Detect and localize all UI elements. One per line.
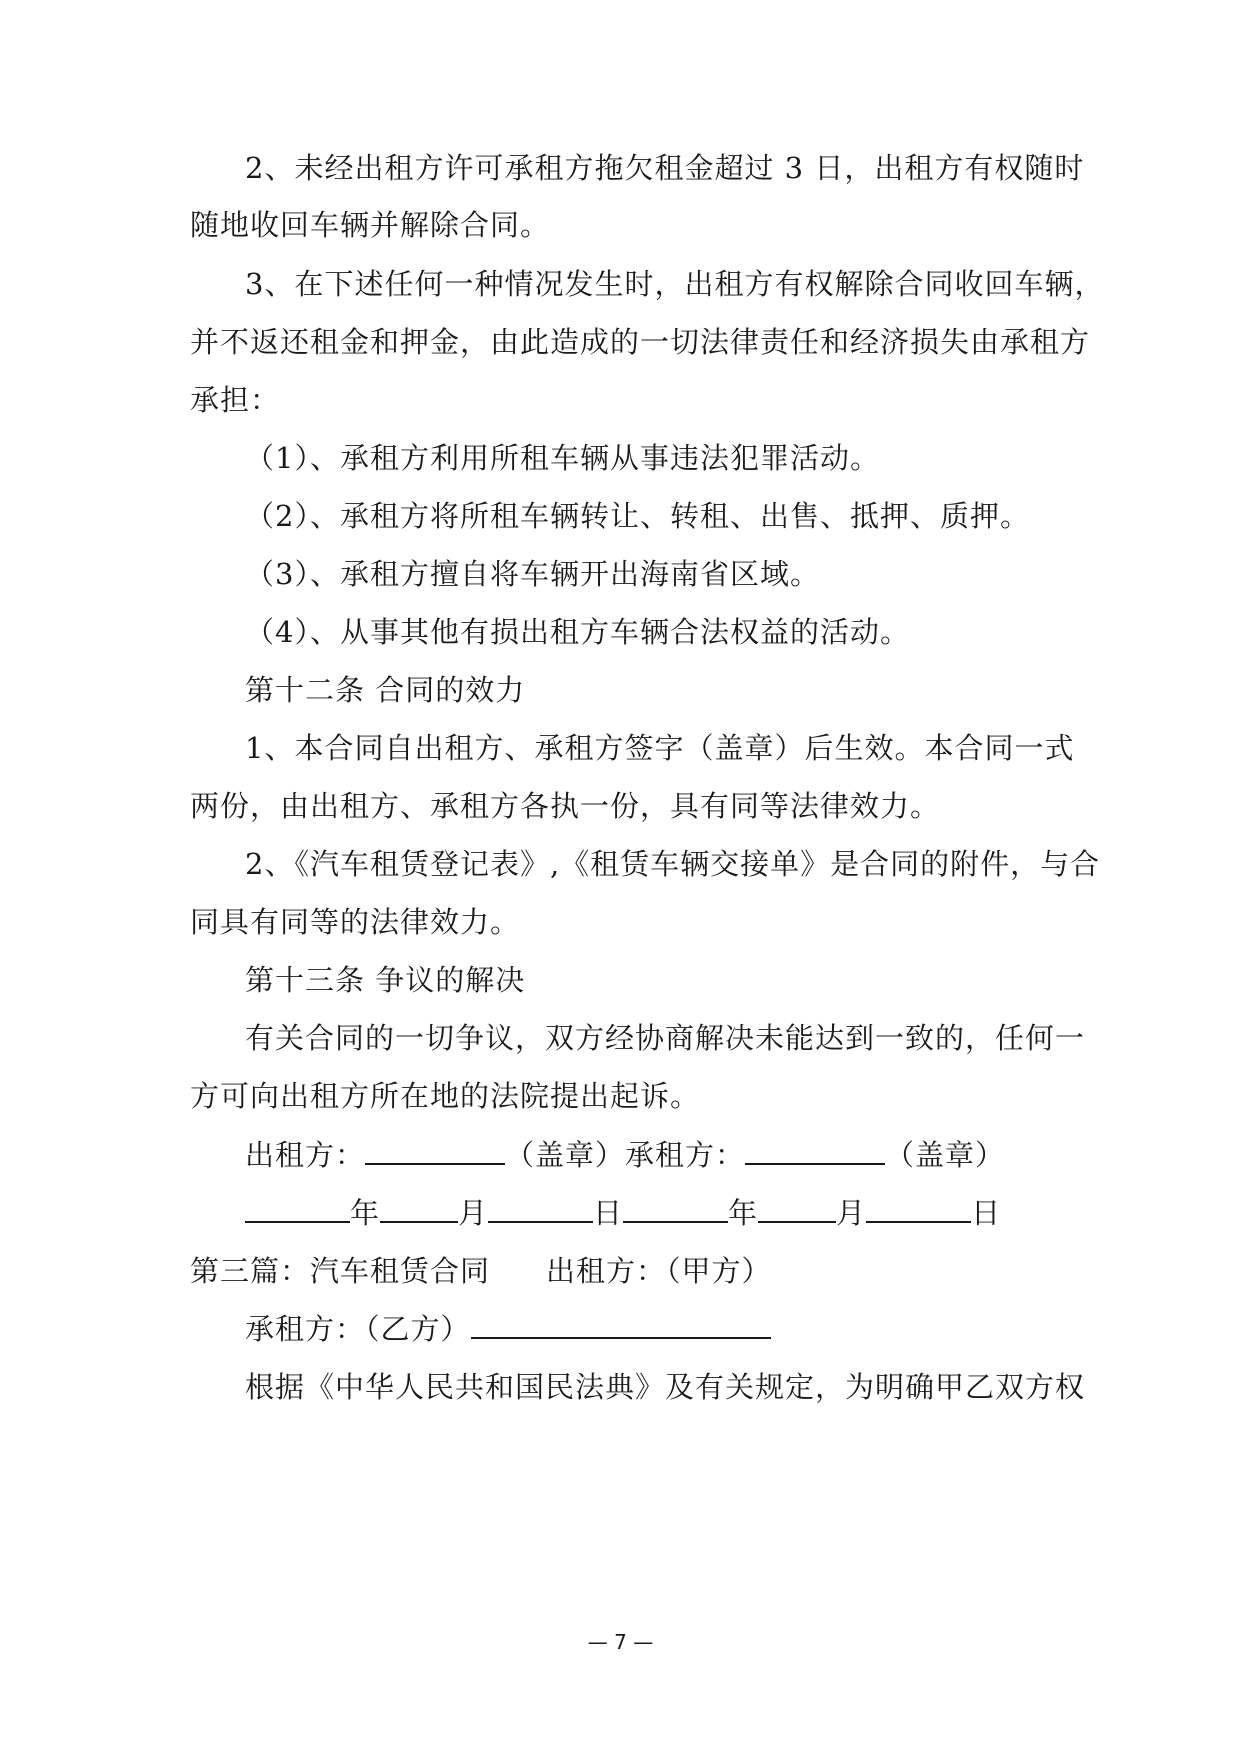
list-item: （4）、从事其他有损出租方车辆合法权益的活动。 (245, 615, 910, 649)
month-label: 月 (458, 1196, 489, 1230)
section-heading: 第十二条 合同的效力 (245, 673, 526, 707)
month-label: 月 (836, 1196, 867, 1230)
year-label: 年 (728, 1196, 759, 1230)
paragraph-line: 根据《中华人民共和国民法典》及有关规定，为明确甲乙双方权 (245, 1370, 1086, 1404)
section3-lessor: 出租方：（甲方） (546, 1254, 772, 1288)
seal-label: （盖章）承租方： (505, 1138, 746, 1172)
paragraph-line: 有关合同的一切争议，双方经协商解决未能达到一致的，任何一 (245, 1021, 1086, 1055)
section3-title: 第三篇：汽车租赁合同 (190, 1254, 491, 1288)
list-item: （3）、承租方擅自将车辆开出海南省区域。 (245, 557, 820, 591)
signature-line (245, 1135, 1005, 1175)
paragraph-line: 2、《汽车租赁登记表》,《租赁车辆交接单》是合同的附件，与合 (245, 847, 1101, 881)
month-blank[interactable] (758, 1195, 836, 1223)
day-blank[interactable] (488, 1195, 593, 1223)
paragraph-line: 随地收回车辆并解除合同。 (190, 208, 551, 242)
paragraph-line: 承担： (190, 383, 281, 417)
section3-lessee: 承租方：（乙方） (245, 1312, 471, 1346)
paragraph-line: 3、在下述任何一种情况发生时，出租方有权解除合同收回车辆， (245, 267, 1105, 301)
year-blank[interactable] (623, 1195, 728, 1223)
date-line (245, 1193, 1001, 1233)
day-label: 日 (971, 1196, 1002, 1230)
section-heading: 第十三条 争议的解决 (245, 963, 526, 997)
lessee-signature-blank[interactable] (745, 1137, 885, 1165)
month-blank[interactable] (380, 1195, 458, 1223)
lessor-label: 出租方： (245, 1138, 366, 1172)
lessee-name-blank[interactable] (471, 1311, 771, 1339)
day-label: 日 (593, 1196, 624, 1230)
paragraph-line: 两份，由出租方、承租方各执一份，具有同等法律效力。 (190, 789, 941, 823)
section3-heading-line (190, 1251, 772, 1291)
seal-label: （盖章） (885, 1138, 1006, 1172)
list-item: （2）、承租方将所租车辆转让、转租、出售、抵押、质押。 (245, 499, 1030, 533)
year-label: 年 (350, 1196, 381, 1230)
year-blank[interactable] (245, 1195, 350, 1223)
day-blank[interactable] (866, 1195, 971, 1223)
page-number: — 7 — (587, 1630, 654, 1654)
paragraph-line: 方可向出租方所在地的法院提出起诉。 (190, 1079, 701, 1113)
paragraph-line: 2、未经出租方许可承租方拖欠租金超过 3 日，出租方有权随时 (245, 151, 1085, 185)
list-item: （1）、承租方利用所租车辆从事违法犯罪活动。 (245, 441, 880, 475)
paragraph-line: 同具有同等的法律效力。 (190, 905, 521, 939)
lessor-signature-blank[interactable] (365, 1137, 505, 1165)
lessee-line (245, 1309, 771, 1349)
paragraph-line: 1、本合同自出租方、承租方签字（盖章）后生效。本合同一式 (245, 731, 1075, 765)
paragraph-line: 并不返还租金和押金，由此造成的一切法律责任和经济损失由承租方 (190, 325, 1091, 359)
